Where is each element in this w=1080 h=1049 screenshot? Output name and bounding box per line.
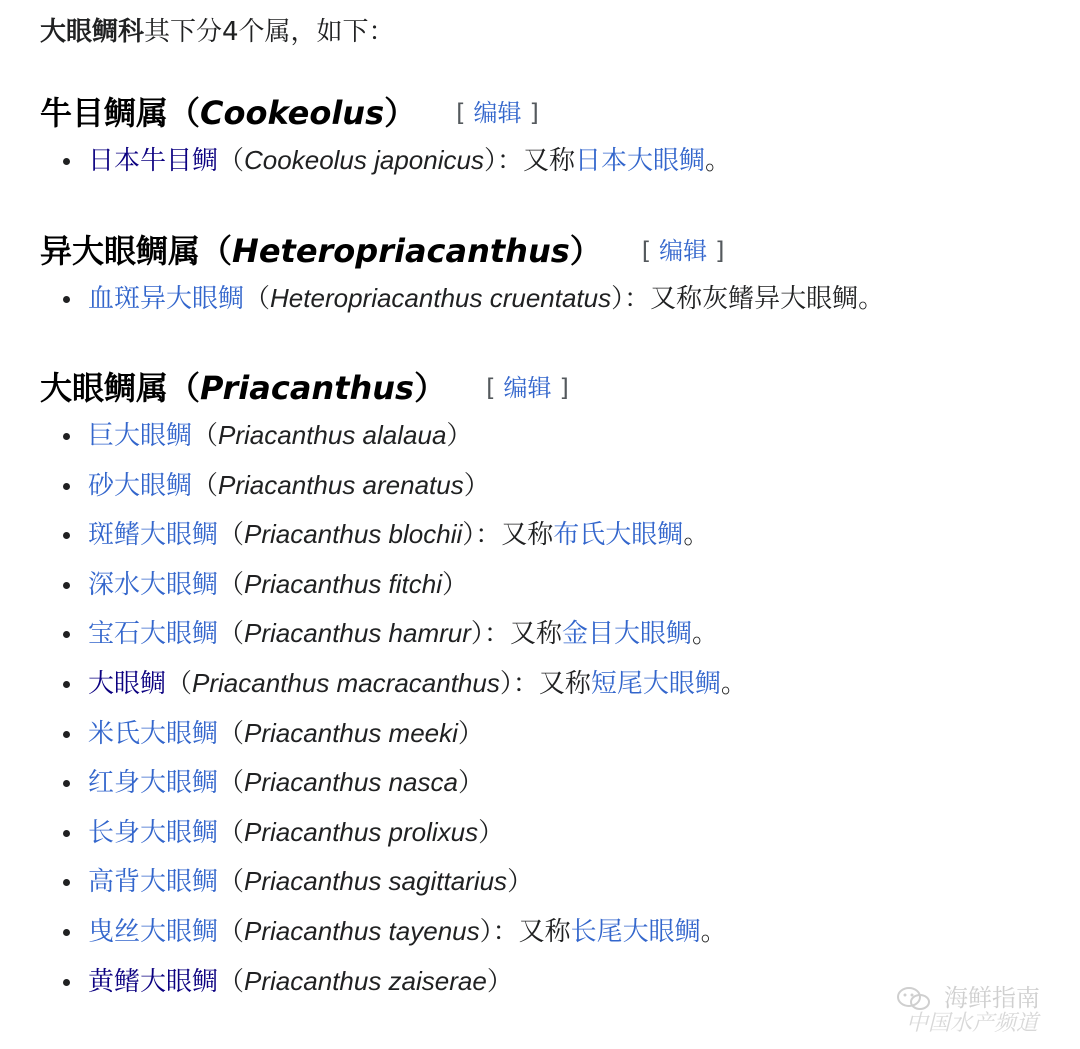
species-link[interactable]: 高背大眼鲷 xyxy=(88,867,219,898)
alias-link[interactable]: 短尾大眼鲷 xyxy=(590,668,721,699)
species-link[interactable]: 宝石大眼鲷 xyxy=(88,619,219,650)
species-item: 米氏大眼鲷（Priacanthus meeki） xyxy=(40,709,1070,759)
alias-link[interactable]: 布氏大眼鲷 xyxy=(553,520,684,551)
scientific-name: Heteropriacanthus cruentatus xyxy=(270,283,612,313)
intro-paragraph xyxy=(40,12,395,52)
scientific-name: Priacanthus fitchi xyxy=(244,568,443,599)
genus-name-latin: Priacanthus xyxy=(200,369,415,407)
intro-family-name: 大眼鲷科 xyxy=(40,17,145,47)
edit-link[interactable]: 编辑 xyxy=(503,374,552,402)
scientific-name: Priacanthus macracanthus xyxy=(192,667,500,698)
genus-name-cn: 牛目鲷属 xyxy=(40,94,169,132)
species-link[interactable]: 黄鳍大眼鲷 xyxy=(88,966,219,997)
species-item: 宝石大眼鲷（Priacanthus hamrur）：又称金目大眼鲷。 xyxy=(40,609,1070,659)
alias-link[interactable]: 金目大眼鲷 xyxy=(561,619,692,650)
scientific-name: Priacanthus meeki xyxy=(244,717,458,748)
edit-section: [ 编辑 ] xyxy=(641,237,725,265)
species-link[interactable]: 斑鳍大眼鲷 xyxy=(88,520,219,551)
edit-link[interactable]: 编辑 xyxy=(473,99,522,127)
sentence-end: 。 xyxy=(858,284,885,314)
genus-name-latin: Heteropriacanthus xyxy=(232,232,570,270)
intro-text: 其下分4个属，如下： xyxy=(144,17,395,47)
watermark-name: 海鲜指南 xyxy=(944,984,1040,1012)
alias-prefix: ：又称 xyxy=(496,146,575,176)
edit-section: [ 编辑 ] xyxy=(486,374,569,402)
edit-section: [ 编辑 ] xyxy=(456,99,539,127)
species-link[interactable]: 长身大眼鲷 xyxy=(88,817,219,848)
species-link[interactable]: 日本牛目鲷 xyxy=(88,146,219,176)
watermark xyxy=(896,984,1072,1040)
sentence-end: 。 xyxy=(720,668,747,699)
genus-name-latin: Cookeolus xyxy=(200,94,385,132)
sentence-end: 。 xyxy=(691,619,718,650)
species-item: 斑鳍大眼鲷（Priacanthus blochii）：又称布氏大眼鲷。 xyxy=(40,510,1070,560)
scientific-name: Cookeolus japonicus xyxy=(244,145,484,175)
species-item: 高背大眼鲷（Priacanthus sagittarius） xyxy=(40,857,1070,907)
genus-heading: 大眼鲷属（Priacanthus） [ 编辑 ] xyxy=(40,369,569,407)
genus-heading: 牛目鲷属（Cookeolus） [ 编辑 ] xyxy=(40,94,539,132)
section-priacanthus xyxy=(40,365,1070,1006)
species-link[interactable]: 深水大眼鲷 xyxy=(88,569,219,600)
species-item: 巨大眼鲷（Priacanthus alalaua） xyxy=(40,411,1070,461)
species-link[interactable]: 米氏大眼鲷 xyxy=(88,718,219,749)
scientific-name: Priacanthus arenatus xyxy=(218,469,464,500)
scientific-name: Priacanthus tayenus xyxy=(244,915,480,946)
species-link[interactable]: 大眼鲷 xyxy=(88,668,167,699)
species-item: 日本牛目鲷（Cookeolus japonicus）：又称日本大眼鲷。 xyxy=(40,136,1070,186)
wechat-icon xyxy=(896,986,932,1012)
species-item: 血斑异大眼鲷（Heteropriacanthus cruentatus）：又称灰鳍异大眼鲷。 xyxy=(40,274,1070,324)
species-list xyxy=(40,411,1070,1006)
species-link[interactable]: 曳丝大眼鲷 xyxy=(88,916,219,947)
edit-link[interactable]: 编辑 xyxy=(659,237,708,265)
species-item: 深水大眼鲷（Priacanthus fitchi） xyxy=(40,560,1070,610)
species-item: 曳丝大眼鲷（Priacanthus tayenus）：又称长尾大眼鲷。 xyxy=(40,907,1070,957)
scientific-name: Priacanthus sagittarius xyxy=(244,866,508,897)
sentence-end: 。 xyxy=(700,916,727,947)
section-heteropriacanthus xyxy=(40,228,1070,324)
alias-link[interactable]: 长尾大眼鲷 xyxy=(570,916,701,947)
species-link[interactable]: 砂大眼鲷 xyxy=(88,470,193,501)
species-item: 黄鳍大眼鲷（Priacanthus zaiserae） xyxy=(40,957,1070,1007)
alias-prefix: ：又称 xyxy=(483,619,562,650)
genus-name-cn: 大眼鲷属 xyxy=(40,369,169,407)
scientific-name: Priacanthus prolixus xyxy=(244,816,479,847)
species-link[interactable]: 血斑异大眼鲷 xyxy=(88,284,245,314)
section-cookeolus xyxy=(40,90,1070,186)
species-link[interactable]: 巨大眼鲷 xyxy=(88,421,193,451)
alias-prefix: ：又称 xyxy=(475,520,554,551)
species-item: 砂大眼鲷（Priacanthus arenatus） xyxy=(40,461,1070,511)
watermark-subtitle: 中国水产频道 xyxy=(906,1011,1039,1036)
scientific-name: Priacanthus hamrur xyxy=(244,618,471,649)
scientific-name: Priacanthus blochii xyxy=(244,519,463,550)
species-list xyxy=(40,136,1070,186)
species-item: 红身大眼鲷（Priacanthus nasca） xyxy=(40,758,1070,808)
genus-heading: 异大眼鲷属（Heteropriacanthus） [ 编辑 ] xyxy=(40,232,725,270)
species-link[interactable]: 红身大眼鲷 xyxy=(88,768,219,799)
species-list xyxy=(40,274,1070,324)
genus-name-cn: 异大眼鲷属 xyxy=(40,232,201,270)
species-item: 长身大眼鲷（Priacanthus prolixus） xyxy=(40,808,1070,858)
alias-prefix: ：又称 xyxy=(624,284,703,314)
scientific-name: Priacanthus alalaua xyxy=(218,420,447,450)
sentence-end: 。 xyxy=(705,146,732,176)
alias-name: 灰鳍异大眼鲷 xyxy=(702,284,859,314)
alias-link[interactable]: 日本大眼鲷 xyxy=(575,146,706,176)
species-item: 大眼鲷（Priacanthus macracanthus）：又称短尾大眼鲷。 xyxy=(40,659,1070,709)
alias-prefix: ：又称 xyxy=(492,916,571,947)
scientific-name: Priacanthus zaiserae xyxy=(244,965,487,996)
scientific-name: Priacanthus nasca xyxy=(244,767,458,798)
alias-prefix: ：又称 xyxy=(512,668,591,699)
sentence-end: 。 xyxy=(683,520,710,551)
